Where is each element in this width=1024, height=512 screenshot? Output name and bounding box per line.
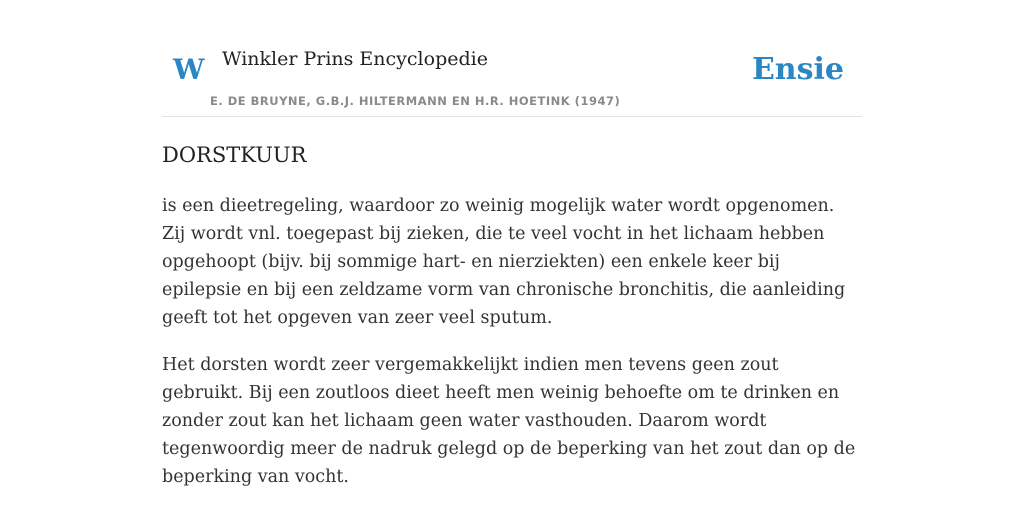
entry-body (162, 192, 862, 510)
entry-paragraph: is een dieetregeling, waardoor zo weinig mogelijk water wordt opgenomen. Zij wordt vnl. toegepast bij zieken, die te veel vocht in het lichaam hebben opgehoopt (bijv. bij sommige hart- en nierziekten) een enkele keer bij epilepsie en bij een zeldzame vorm van chronische bronchitis, die aanleiding geeft tot het opgeven van zeer veel sputum. (162, 196, 846, 328)
entry-paragraph: Het dorsten wordt zeer vergemakkelijkt indien men tevens geen zout gebruikt. Bij een zoutloos dieet heeft men weinig behoefte om te drinken en zonder zout kan het lichaam geen water vasthouden. Daarom wordt tegenwoordig meer de nadruk gelegd op de beperking van het zout dan op de beperking van vocht. (162, 355, 856, 487)
authors-line: E. DE BRUYNE, G.B.J. HILTERMANN EN H.R. HOETINK (1947) (210, 94, 621, 108)
entry-headword: DORSTKUUR (162, 143, 307, 167)
ensie-logo[interactable]: Ensie (751, 52, 844, 87)
winkler-prins-logo[interactable]: W (173, 53, 205, 86)
encyclopedia-page (162, 0, 862, 512)
page-header (162, 0, 862, 117)
encyclopedia-title[interactable]: Winkler Prins Encyclopedie (222, 48, 488, 70)
